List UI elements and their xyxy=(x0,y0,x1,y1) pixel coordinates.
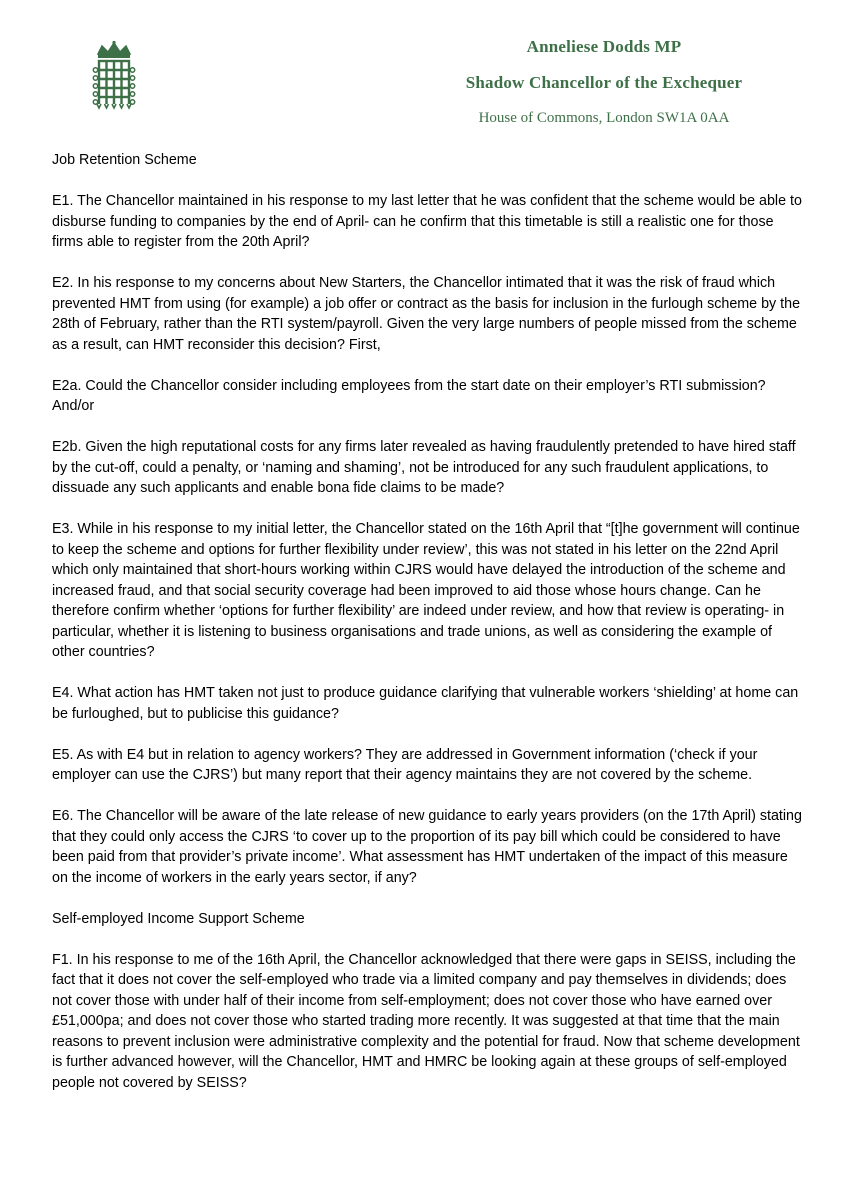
letter-body xyxy=(52,150,804,1114)
paragraph-e2a: E2a. Could the Chancellor consider including employees from the start date on their employer’s RTI submission? And/or xyxy=(52,377,766,414)
paragraph-f1: F1. In his response to me of the 16th April, the Chancellor acknowledged that there were gaps in SEISS, including the fact that it does not cover the self-employed who trade via a limited company and pay themselves in dividends; does not cover those with under half of their income from self-employment; does not cover those who have earned over £51,000pa; and does not cover those who started trading more recently. It was suggested at that time that the main reasons to prevent inclusion were administrative complexity and the potential for fraud. Now that scheme development is further advanced however, will the Chancellor, HMT and HMRC be looking again at these groups of self-employed people not covered by SEISS? xyxy=(52,951,800,1091)
mp-name: Anneliese Dodds MP xyxy=(526,37,682,56)
paragraph-e4: E4. What action has HMT taken not just to produce guidance clarifying that vulnerable workers ‘shielding’ at home can be furloughed, but to publicise this guidance? xyxy=(52,685,799,722)
section-heading-seiss: Self-employed Income Support Scheme xyxy=(52,910,305,927)
section-heading-jrs: Job Retention Scheme xyxy=(52,152,197,168)
paragraph-e2b: E2b. Given the high reputational costs for any firms later revealed as having fraudulently pretended to have hired staff by the cut-off, could a penalty, or ‘naming and shaming’, not be introduced for any such fraudulent applications, to dissuade any such applicants and enable bona fide claims to be made? xyxy=(52,439,796,496)
paragraph-e6: E6. The Chancellor will be aware of the late release of new guidance to early years providers (on the 17th April) stating that they could only access the CJRS ‘to cover up to the proportion of its pay bill which could be considered to have been paid from that provider’s private income’. What assessment has HMT undertaken of the impact of this measure on the income of workers in the early years sector, if any? xyxy=(52,808,802,886)
mp-address: House of Commons, London SW1A 0AA xyxy=(478,110,730,126)
paragraph-e2: E2. In his response to my concerns about New Starters, the Chancellor intimated that it was the risk of fraud which prevented HMT from using (for example) a job offer or contract as the basis for inclusion in the furlough scheme by the 28th of February, rather than the RTI system/payroll. Given the very large numbers of people missed from the scheme as a result, can HMT reconsider this decision? First, xyxy=(52,275,801,353)
portcullis-crest-icon xyxy=(92,40,136,118)
paragraph-e3: E3. While in his response to my initial letter, the Chancellor stated on the 16th April that “[t]he government will continue to keep the scheme and options for further flexibility under review’, this was not stated in his letter on the 22nd April which only maintained that short-hours working within CJRS would have delayed the introduction of the scheme and increased fraud, and that social security coverage had been improved to aid those whose hours change. Can he therefore confirm whether ‘options for further flexibility’ are indeed under review, and how that review is operating- in particular, whether it is listening to business organisations and trade unions, as well as considering the example of other countries? xyxy=(52,521,800,660)
paragraph-e5: E5. As with E4 but in relation to agency workers? They are addressed in Government information (‘check if your employer can use the CJRS’) but many report that their agency maintains they are not covered by the scheme. xyxy=(52,746,758,783)
letterhead xyxy=(414,36,794,128)
paragraph-e1: E1. The Chancellor maintained in his response to my last letter that he was confident that the scheme would be able to disburse funding to companies by the end of April- can he confirm that this timetable is still a realistic one for those firms able to register from the 20th April? xyxy=(52,193,802,250)
mp-role: Shadow Chancellor of the Exchequer xyxy=(465,73,743,92)
